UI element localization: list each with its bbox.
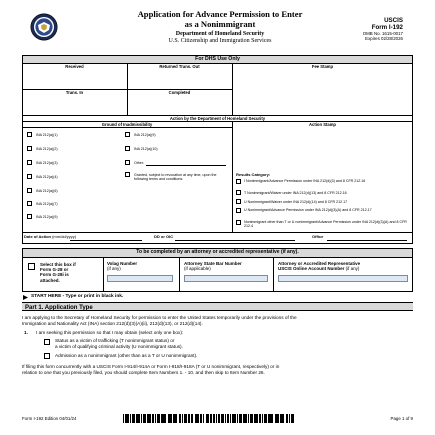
option-nonimmigrant-checkbox[interactable] (44, 353, 50, 359)
barcode-bar (283, 414, 284, 423)
volag-label: Volag Number (if any) (107, 261, 138, 272)
date-of-action-label: Date of Action (mm/dd/yyyy) (24, 234, 77, 239)
g28-checkbox[interactable] (28, 263, 35, 270)
ground-checkbox[interactable] (27, 146, 32, 151)
barcode-bar (219, 414, 220, 423)
barcode-bar (197, 414, 199, 423)
barcode-bar (165, 414, 166, 423)
barcode-bar (235, 414, 236, 423)
ground-label: INA 212(a)(1) (36, 132, 58, 137)
barcode-bar (182, 414, 183, 423)
ground-label: INA 212(a)(3) (36, 160, 58, 165)
result-label: U Nonimmigrant/Waiver under INA 212(d)(14) and 8 CFR 212.17 (244, 199, 348, 204)
barcode-bar (251, 414, 253, 423)
barcode-bar (289, 414, 290, 423)
result-checkbox[interactable] (236, 190, 241, 195)
barcode-bar (138, 414, 140, 423)
barcode-bar (155, 414, 156, 423)
result-checkbox[interactable] (236, 208, 241, 213)
ground-label: INA 212(a)(7) (36, 201, 58, 206)
barcode-bar (292, 414, 294, 423)
barcode-bar (188, 414, 189, 423)
uscis-account-input[interactable] (278, 275, 408, 282)
dd-oic-label: DD or OIC (154, 234, 174, 239)
result-checkbox[interactable] (236, 199, 241, 204)
office-label: Office (312, 234, 324, 239)
filing-instructions: If filing this form concurrently with a USCIS Form I-914/I-914A or Form I-918/I-918A (T or U nonimmigrant, respectively) or in relation to one that you previously filed, you should complete Item Numbers 1. - 10. and then skip to Item Number 26. (22, 364, 280, 375)
granted-checkbox[interactable] (125, 172, 130, 177)
option-nonimmigrant-label: Admission as a nonimmigrant (other than as a T or U nonimmigrant). (55, 352, 198, 358)
item1-number: 1. (24, 330, 28, 335)
g28-text: Select this box if Form G-28 or Form G-28i is attached. (40, 262, 76, 283)
attorney-title: To be completed by an attorney or accredited representative (if any). (136, 249, 299, 255)
bar-number-label: Attorney State Bar Number (if applicable) (184, 261, 242, 272)
trans-in-label: Trans. In (65, 90, 84, 95)
dhs-use-title: For DHS Use Only (195, 55, 240, 62)
completed-label: Completed (168, 90, 191, 95)
ground-label: INA 212(a)(9) (36, 214, 58, 219)
volag-number-input[interactable] (107, 275, 173, 282)
ground-label: INA 212(a)(10) (134, 146, 158, 151)
form-edition: Form I-192 Edition 04/01/24 (22, 416, 77, 421)
dhs-use-box (22, 55, 413, 244)
barcode-bar (176, 414, 177, 423)
barcode-bar (262, 414, 263, 423)
ground-label: INA 212(a)(9) (134, 132, 156, 137)
returned-trans-out-label: Returned Trans. Out (159, 64, 200, 69)
barcode-bar (134, 414, 135, 423)
result-label: T Nonimmigrant/Waiver under INA 212(d)(13) and 8 CFR 212.16 (244, 190, 347, 195)
ground-title: Ground of Inadmissibility (101, 121, 153, 127)
ground-other-label: Other: (134, 160, 144, 165)
uscis-account-label: Attorney or Accredited Representative USCIS Online Account Number (if any) (278, 261, 361, 272)
received-label: Received (65, 64, 84, 69)
part1-header: Part 1. Application Type (22, 302, 413, 311)
bar-number-input[interactable] (184, 275, 268, 282)
result-label: U Nonimmigrant/Advance Permission under INA 212(d)(3)(A) and 8 CFR 212.17 (244, 208, 372, 212)
right-arrow-icon (23, 295, 28, 300)
ground-label: INA 212(a)(6) (36, 188, 58, 193)
form-id-block: USCIS Form I-192 OMB No. 1615-0017 Expires 02/28/2026 (362, 17, 403, 41)
barcode-bar (149, 414, 151, 423)
ground-checkbox[interactable] (27, 160, 32, 165)
ground-checkbox[interactable] (27, 174, 32, 179)
barcode-bar (208, 414, 209, 423)
barcode-bar (192, 414, 194, 423)
result-label: I Nonimmigrant/Advance Permission under INA 212(d)(3) and 8 CFR 212.16 (244, 179, 366, 183)
ground-checkbox[interactable] (27, 132, 32, 137)
granted-label: Granted, subject to revocation at any time, upon the following terms and conditions: (134, 172, 217, 181)
barcode-bar (214, 414, 215, 423)
ground-checkbox[interactable] (27, 201, 32, 206)
result-checkbox[interactable] (236, 220, 241, 225)
start-here-text: START HERE - Type or print in black ink. (31, 294, 124, 299)
department-name: Department of Homeland Security (175, 31, 265, 37)
barcode-bar (225, 414, 226, 423)
barcode-bar (256, 414, 258, 423)
result-label: Nonimmigrant other than T or U nonimmigrant/Advance Permission under INA 212(d)(3)(A) and 8 CFR 212.4 (244, 220, 407, 229)
option-t-u-status-label: Status as a victim of trafficking (T nonimmigrant status) or a victim of qualifying criminal activity (U nonimmigrant status). (55, 338, 183, 349)
barcode-bar (278, 414, 279, 423)
item1-text: I am seeking this permission so that I may obtain (select only one box): (36, 330, 184, 335)
dhs-seal-icon (30, 13, 58, 41)
fee-stamp-label: Fee Stamp (311, 64, 334, 69)
barcode-bar (268, 414, 269, 423)
barcode-bar (241, 414, 242, 423)
barcode-bar (128, 414, 129, 423)
barcode-bar (203, 414, 205, 423)
ground-label: INA 212(a)(2) (36, 146, 58, 151)
part1-intro: I am applying to the Secretary of Homeland Security for permission to enter the United States temporarily under the provisions of the Immigration and Nationality Act (INA) section 212(d)(3)(A)(ii), 212(d)(13), or 212(d)(14). (22, 315, 297, 326)
agency-name: U.S. Citizenship and Immigration Services (168, 38, 272, 44)
barcode-bar (144, 414, 146, 423)
barcode-bar (123, 414, 124, 423)
barcode-bar (161, 414, 162, 423)
barcode-bar (245, 414, 247, 423)
ground-checkbox[interactable] (125, 132, 130, 137)
ground-checkbox[interactable] (125, 160, 130, 165)
ground-label: INA 212(a)(4) (36, 174, 58, 179)
option-t-u-status-checkbox[interactable] (44, 339, 50, 345)
action-stamp-label: Action Stamp (309, 121, 336, 127)
barcode-bar (171, 414, 172, 423)
results-title: Results Category: (236, 171, 271, 177)
page-number: Page 1 of 9 (390, 416, 413, 421)
result-checkbox[interactable] (236, 179, 241, 184)
action-by-label: Action by the Department of Homeland Security (169, 116, 266, 121)
barcode-bar (230, 414, 231, 423)
ground-checkbox[interactable] (27, 214, 32, 219)
ground-checkbox[interactable] (125, 146, 130, 151)
barcode-bar (272, 414, 273, 423)
ground-checkbox[interactable] (27, 188, 32, 193)
form-title: Application for Advance Permission to Enter as a Nonimmigrant (137, 9, 303, 29)
barcode (123, 414, 298, 423)
